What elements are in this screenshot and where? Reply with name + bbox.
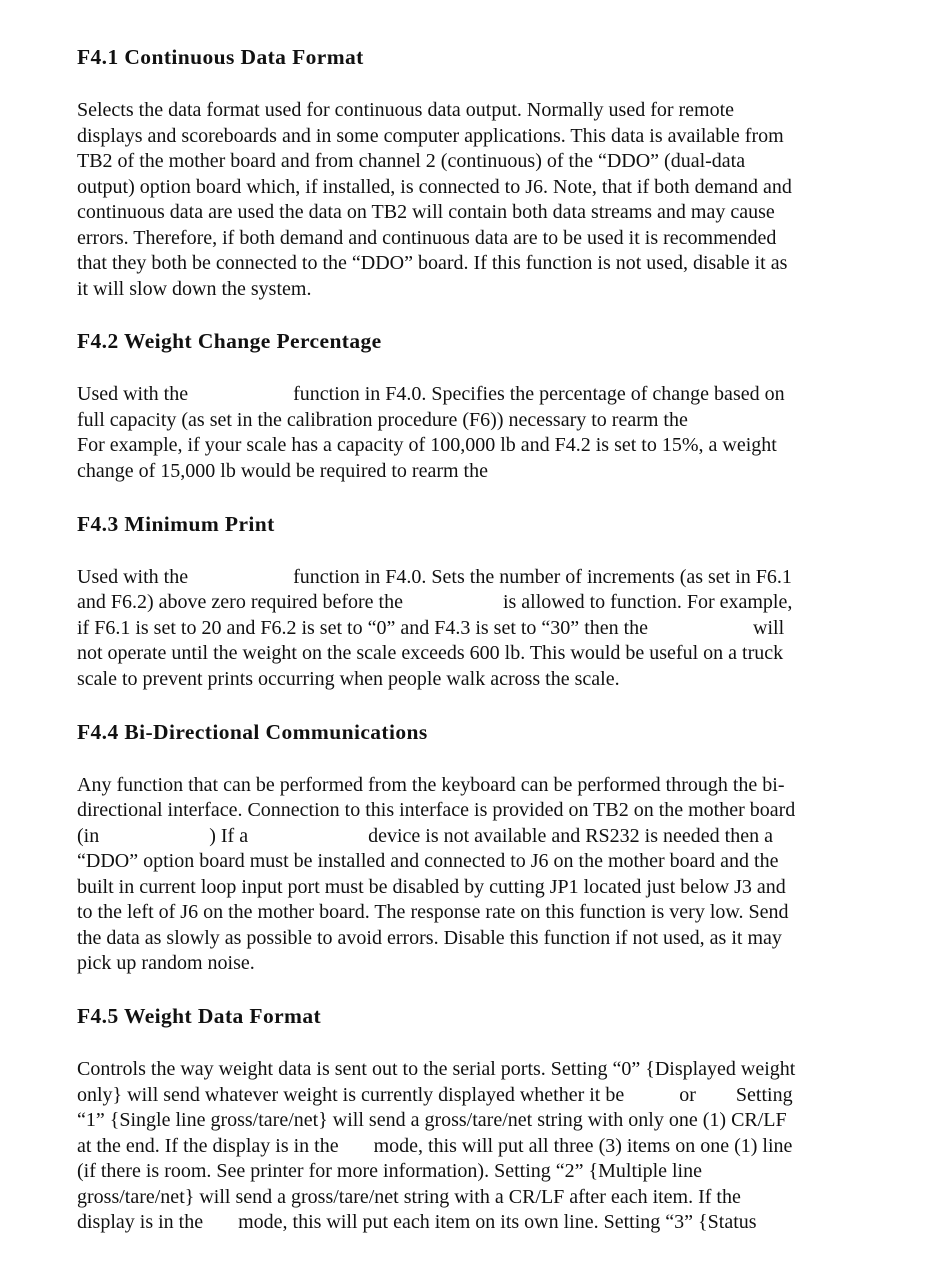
paragraph-line: at the end. If the display is in the mode, this will put all three (3) items on one (1) line bbox=[77, 1135, 793, 1157]
paragraph-line: For example, if your scale has a capacity of 100,000 lb and F4.2 is set to 15%, a weight bbox=[77, 434, 777, 456]
section-heading-f4-2: F4.2 Weight Change Percentage bbox=[77, 329, 382, 353]
paragraph-line: (in ) If a device is not available and RS232 is needed then a bbox=[77, 825, 773, 847]
paragraph-line: and F6.2) above zero required before the is allowed to function. For example, bbox=[77, 591, 793, 613]
paragraph-line: that they both be connected to the “DDO” board. If this function is not used, disable it as bbox=[77, 252, 788, 274]
section-heading-f4-5: F4.5 Weight Data Format bbox=[77, 1004, 322, 1028]
paragraph-line: not operate until the weight on the scale exceeds 600 lb. This would be useful on a truck bbox=[77, 642, 784, 664]
paragraph-line: Controls the way weight data is sent out to the serial ports. Setting “0” {Displayed weight bbox=[77, 1058, 796, 1080]
paragraph-line: built in current loop input port must be disabled by cutting JP1 located just below J3 and bbox=[77, 876, 786, 898]
paragraph-line: continuous data are used the data on TB2 will contain both data streams and may cause bbox=[77, 201, 775, 223]
section-heading-f4-1: F4.1 Continuous Data Format bbox=[77, 45, 364, 69]
paragraph-line: to the left of J6 on the mother board. The response rate on this function is very low. Send bbox=[77, 901, 789, 923]
paragraph-line: (if there is room. See printer for more information). Setting “2” {Multiple line bbox=[77, 1160, 702, 1182]
paragraph-line: TB2 of the mother board and from channel 2 (continuous) of the “DDO” (dual-data bbox=[77, 150, 746, 172]
paragraph-line: Selects the data format used for continuous data output. Normally used for remote bbox=[77, 99, 735, 121]
paragraph-line: gross/tare/net} will send a gross/tare/net string with a CR/LF after each item. If the bbox=[77, 1186, 741, 1208]
paragraph-line: “DDO” option board must be installed and connected to J6 on the mother board and the bbox=[77, 850, 779, 872]
section-heading-f4-3: F4.3 Minimum Print bbox=[77, 512, 275, 536]
paragraph-line: Any function that can be performed from the keyboard can be performed through the bi- bbox=[77, 774, 785, 796]
paragraph-line: directional interface. Connection to this interface is provided on TB2 on the mother board bbox=[77, 799, 796, 821]
section-heading-f4-4: F4.4 Bi-Directional Communications bbox=[77, 720, 428, 744]
paragraph-line: only} will send whatever weight is currently displayed whether it be or Setting bbox=[77, 1084, 793, 1106]
paragraph-line: full capacity (as set in the calibration procedure (F6)) necessary to rearm the bbox=[77, 409, 688, 431]
paragraph-line: if F6.1 is set to 20 and F6.2 is set to “0” and F4.3 is set to “30” then the will bbox=[77, 617, 785, 639]
paragraph-line: display is in the mode, this will put each item on its own line. Setting “3” {Status bbox=[77, 1211, 757, 1233]
paragraph-line: “1” {Single line gross/tare/net} will send a gross/tare/net string with only one (1) CR/LF bbox=[77, 1109, 787, 1131]
paragraph-line: scale to prevent prints occurring when people walk across the scale. bbox=[77, 668, 620, 690]
paragraph-line: Used with the function in F4.0. Specifies the percentage of change based on bbox=[77, 383, 785, 405]
paragraph-line: pick up random noise. bbox=[77, 952, 255, 974]
paragraph-line: displays and scoreboards and in some computer applications. This data is available from bbox=[77, 125, 784, 147]
paragraph-line: the data as slowly as possible to avoid errors. Disable this function if not used, as it may bbox=[77, 927, 782, 949]
paragraph-line: it will slow down the system. bbox=[77, 278, 312, 300]
paragraph-line: errors. Therefore, if both demand and continuous data are to be used it is recommended bbox=[77, 227, 777, 249]
paragraph-line: change of 15,000 lb would be required to rearm the bbox=[77, 460, 488, 482]
paragraph-line: Used with the function in F4.0. Sets the number of increments (as set in F6.1 bbox=[77, 566, 792, 588]
paragraph-line: output) option board which, if installed, is connected to J6. Note, that if both demand and bbox=[77, 176, 792, 198]
